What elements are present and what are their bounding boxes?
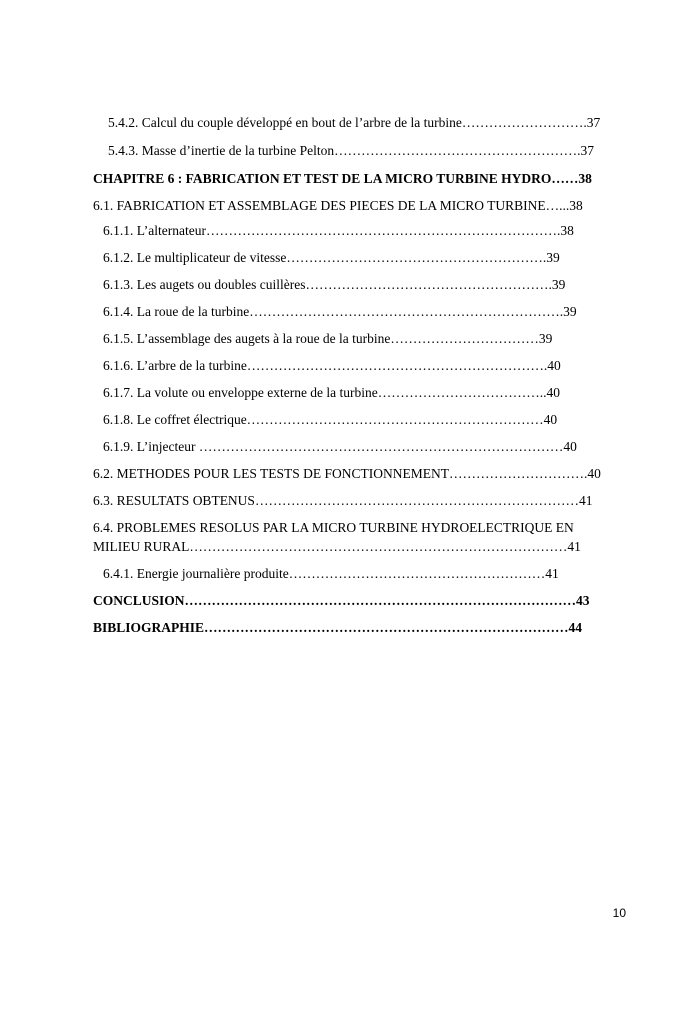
toc-entry: 6.1.4. La roue de la turbine…………………………………………………………….39: [103, 304, 577, 319]
toc-entry: 6.4.1. Energie journalière produite…………………………………………………41: [103, 566, 559, 581]
toc-entry: 5.4.2. Calcul du couple développé en bout de l’arbre de la turbine……………………….37: [108, 115, 601, 130]
toc-entry: 6.1.9. L’injecteur ………………………………………………………………………40: [103, 439, 577, 454]
toc-entry: 6.1.8. Le coffret électrique…………………………………………………………40: [103, 412, 558, 427]
page-number: 10: [612, 906, 626, 920]
toc-entry: 6.1.5. L’assemblage des augets à la roue de la turbine……………………………39: [103, 331, 553, 346]
toc-entry-section: 6.4. PROBLEMES RESOLUS PAR LA MICRO TURBINE HYDROELECTRIQUE EN: [93, 520, 574, 535]
toc-entry: 6.1.2. Le multiplicateur de vitesse………………………………………………….39: [103, 250, 560, 265]
toc-entry: 6.1.3. Les augets ou doubles cuillères……………………………………………….39: [103, 277, 566, 292]
toc-entry-bibliography: BIBLIOGRAPHIE………………………………………………………………………44: [93, 620, 583, 635]
toc-entry-conclusion: CONCLUSION……………………………………………………………………………43: [93, 593, 590, 608]
toc-entry-section-continued: MILIEU RURAL…………………………………………………………………………41: [93, 539, 581, 554]
toc-entry: 5.4.3. Masse d’inertie de la turbine Pelton……………………………………………….37: [108, 143, 594, 158]
toc-entry-section: 6.1. FABRICATION ET ASSEMBLAGE DES PIECES DE LA MICRO TURBINE…...38: [93, 198, 583, 213]
toc-entry-section: 6.2. METHODES POUR LES TESTS DE FONCTIONNEMENT………………………….40: [93, 466, 601, 481]
toc-entry: 6.1.1. L’alternateur…………………………………………………………………….38: [103, 223, 574, 238]
toc-entry-chapter: CHAPITRE 6 : FABRICATION ET TEST DE LA MICRO TURBINE HYDRO……38: [93, 171, 592, 186]
toc-entry-section: 6.3. RESULTATS OBTENUS………………………………………………………………41: [93, 493, 593, 508]
toc-entry: 6.1.7. La volute ou enveloppe externe de la turbine………………………………..40: [103, 385, 561, 400]
toc-entry: 6.1.6. L’arbre de la turbine………………………………………………………….40: [103, 358, 561, 373]
